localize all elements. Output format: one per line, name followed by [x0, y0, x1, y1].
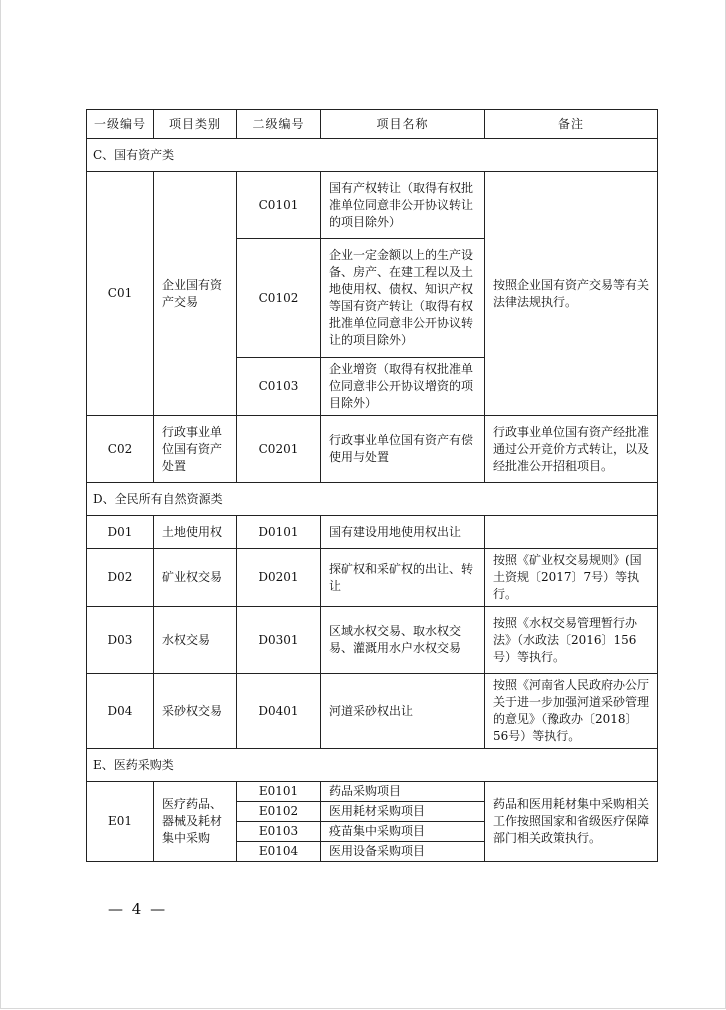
- project-name: 药品采购项目: [321, 782, 485, 802]
- section-row-d: [87, 483, 658, 516]
- table-row: [87, 607, 658, 674]
- level1-code: D03: [87, 607, 154, 674]
- level1-code: E01: [87, 782, 154, 862]
- section-row-c: [87, 139, 658, 172]
- level2-code: D0401: [237, 674, 321, 749]
- header-project-name: 项目名称: [321, 110, 485, 139]
- project-name: 医用设备采购项目: [321, 842, 485, 862]
- category: 矿业权交易: [154, 549, 237, 607]
- project-name: 疫苗集中采购项目: [321, 822, 485, 842]
- category: 水权交易: [154, 607, 237, 674]
- remark: 按照《河南省人民政府办公厅关于进一步加强河道采砂管理的意见》（豫政办〔2018〕56号）等执行。: [485, 674, 658, 749]
- category: 行政事业单位国有资产处置: [154, 416, 237, 483]
- remark: 药品和医用耗材集中采购相关工作按照国家和省级医疗保障部门相关政策执行。: [485, 782, 658, 862]
- project-name: 河道采砂权出让: [321, 674, 485, 749]
- level2-code: D0301: [237, 607, 321, 674]
- project-name: 探矿权和采矿权的出让、转让: [321, 549, 485, 607]
- table-row: [87, 416, 658, 483]
- project-name: 企业一定金额以上的生产设备、房产、在建工程以及土地使用权、债权、知识产权等国有资产转让（取得有权批准单位同意非公开协议转让的项目除外）: [321, 239, 485, 358]
- section-title-c: C、国有资产类: [87, 139, 658, 172]
- level2-code: C0101: [237, 172, 321, 239]
- project-name: 行政事业单位国有资产有偿使用与处置: [321, 416, 485, 483]
- level2-code: C0103: [237, 358, 321, 416]
- level2-code: E0104: [237, 842, 321, 862]
- level1-code: C01: [87, 172, 154, 416]
- level2-code: E0101: [237, 782, 321, 802]
- level1-code: D02: [87, 549, 154, 607]
- project-name: 国有建设用地使用权出让: [321, 516, 485, 549]
- level2-code: E0103: [237, 822, 321, 842]
- table-row: [87, 172, 658, 239]
- header-category: 项目类别: [154, 110, 237, 139]
- level2-code: D0101: [237, 516, 321, 549]
- header-level2-code: 二级编号: [237, 110, 321, 139]
- remark: 行政事业单位国有资产经批准通过公开竞价方式转让，以及经批准公开招租项目。: [485, 416, 658, 483]
- level2-code: D0201: [237, 549, 321, 607]
- level1-code: C02: [87, 416, 154, 483]
- level1-code: D04: [87, 674, 154, 749]
- level2-code: C0102: [237, 239, 321, 358]
- category: 采砂权交易: [154, 674, 237, 749]
- category: 企业国有资产交易: [154, 172, 237, 416]
- remark: 按照《水权交易管理暂行办法》（水政法〔2016〕156号）等执行。: [485, 607, 658, 674]
- level2-code: E0102: [237, 802, 321, 822]
- table-row: [87, 674, 658, 749]
- remark: 按照企业国有资产交易等有关法律法规执行。: [485, 172, 658, 416]
- table-row: [87, 782, 658, 802]
- project-name: 医用耗材采购项目: [321, 802, 485, 822]
- project-catalog-table: [86, 109, 658, 862]
- remark: [485, 516, 658, 549]
- project-name: 企业增资（取得有权批准单位同意非公开协议增资的项目除外）: [321, 358, 485, 416]
- project-name: 国有产权转让（取得有权批准单位同意非公开协议转让的项目除外）: [321, 172, 485, 239]
- remark: 按照《矿业权交易规则》(国土资规〔2017〕7号）等执行。: [485, 549, 658, 607]
- header-row: [87, 110, 658, 139]
- project-name: 区域水权交易、取水权交易、灌溉用水户水权交易: [321, 607, 485, 674]
- section-row-e: [87, 749, 658, 782]
- category: 土地使用权: [154, 516, 237, 549]
- header-remark: 备注: [485, 110, 658, 139]
- level2-code: C0201: [237, 416, 321, 483]
- table-row: [87, 549, 658, 607]
- section-title-d: D、全民所有自然资源类: [87, 483, 658, 516]
- level1-code: D01: [87, 516, 154, 549]
- category: 医疗药品、器械及耗材集中采购: [154, 782, 237, 862]
- table-row: [87, 516, 658, 549]
- section-title-e: E、医药采购类: [87, 749, 658, 782]
- page-number: — 4 —: [108, 900, 168, 918]
- header-level1-code: 一级编号: [87, 110, 154, 139]
